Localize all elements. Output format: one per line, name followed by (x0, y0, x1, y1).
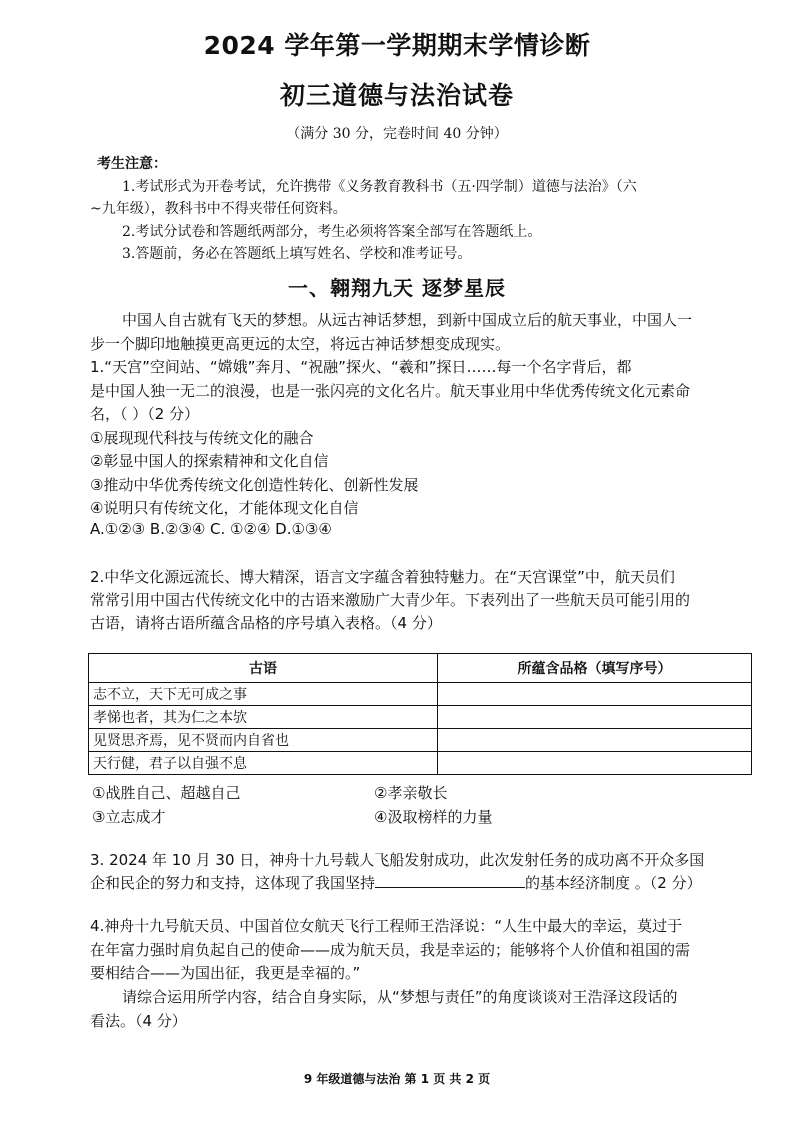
table-header-quote: 古语 (89, 654, 438, 683)
quote-table (88, 653, 752, 775)
q3-line-2-end: 的基本经济制度 。（2 分） (525, 874, 702, 892)
q3-line-1: 3. 2024 年 10 月 30 日，神舟十九号载人飞船发射成功，此次发射任务的成功离不开众多国 (90, 851, 705, 869)
q4-line-3: 要相结合——为国出征，我更是幸福的。” (90, 964, 361, 982)
q2-line-3: 古语，请将古语所蕴含品格的序号填入表格。（4 分） (90, 614, 442, 632)
q4-line-1: 4.神舟十九号航天员、中国首位女航天飞行工程师王浩泽说：“人生中最大的幸运，莫过于 (90, 917, 683, 935)
section-intro-2: 步一个脚印地触摸更高更远的太空，将远古神话梦想变成现实。 (90, 335, 511, 353)
q1-option-2: ②彰显中国人的探索精神和文化自信 (90, 452, 329, 470)
q3-line-2 (90, 872, 702, 893)
notice-line-3: 3.答题前，务必在答题纸上填写姓名、学校和准考证号。 (122, 246, 472, 262)
q3-line-2-start: 企和民企的努力和支持，这体现了我国坚持 (90, 874, 376, 892)
q2-option-1: ①战胜自己、超越自己 (92, 784, 241, 802)
notice-line-1a: 1.考试形式为开卷考试，允许携带《义务教育教科书（五·四学制）道德与法治》（六 (122, 179, 637, 195)
table-row (89, 729, 752, 752)
table-cell-quote: 志不立，天下无可成之事 (89, 683, 438, 706)
q4-line-4: 请综合运用所学内容，结合自身实际，从“梦想与责任”的角度谈谈对王浩泽这段话的 (122, 988, 678, 1006)
table-cell-answer (438, 729, 752, 752)
q2-option-3: ③立志成才 (92, 808, 166, 826)
q1-line-3: 名，（ ）（2 分） (90, 405, 200, 423)
q2-line-1: 2.中华文化源远流长、博大精深，语言文字蕴含着独特魅力。在“天宫课堂”中，航天员们 (90, 568, 675, 586)
table-cell-answer (438, 752, 752, 775)
exam-name: 初三道德与法治试卷 (279, 81, 514, 110)
exam-title: 2024 学年第一学期期末学情诊断 (203, 31, 591, 60)
table-cell-answer (438, 706, 752, 729)
q1-option-1: ①展现现代科技与传统文化的融合 (90, 429, 314, 447)
table-cell-quote: 孝悌也者，其为仁之本欤 (89, 706, 438, 729)
section-title: 一、翱翔九天 逐梦星辰 (288, 276, 506, 300)
q1-line-1: 1.“天宫”空间站、“嫦娥”奔月、“祝融”探火、“羲和”探日……每一个名字背后，都 (90, 358, 632, 376)
q4-line-2: 在年富力强时肩负起自己的使命——成为航天员，我是幸运的；能够将个人价值和祖国的需 (90, 941, 691, 959)
notice-line-1b: ~九年级），教科书中不得夹带任何资料。 (90, 201, 347, 217)
table-row (89, 683, 752, 706)
exam-subtitle: （满分 30 分，完卷时间 40 分钟） (286, 126, 508, 142)
q4-line-5: 看法。（4 分） (90, 1012, 187, 1030)
table-row (89, 706, 752, 729)
notice-line-2: 2.考试分试卷和答题纸两部分，考生必须将答案全部写在答题纸上。 (122, 224, 542, 240)
section-intro-1: 中国人自古就有飞天的梦想。从远古神话梦想，到新中国成立后的航天事业，中国人一 (122, 311, 693, 329)
table-cell-quote: 见贤思齐焉，见不贤而内自省也 (89, 729, 438, 752)
q3-answer-blank[interactable] (375, 873, 525, 888)
q2-option-4: ④汲取榜样的力量 (374, 808, 493, 826)
table-header-quality: 所蕴含品格（填写序号） (438, 654, 752, 683)
q1-option-3: ③推动中华优秀传统文化创造性转化、创新性发展 (90, 476, 419, 494)
table-cell-quote: 天行健，君子以自强不息 (89, 752, 438, 775)
notice-heading: 考生注意： (97, 156, 167, 172)
q1-line-2: 是中国人独一无二的浪漫，也是一张闪亮的文化名片。航天事业用中华优秀传统文化元素命 (90, 382, 691, 400)
q2-line-2: 常常引用中国古代传统文化中的古语来激励广大青少年。下表列出了一些航天员可能引用的 (90, 591, 691, 609)
q1-choices: A.①②③ B.②③④ C. ①②④ D.①③④ (90, 520, 332, 538)
q2-option-2: ②孝亲敬长 (374, 784, 448, 802)
table-header-row (89, 654, 752, 683)
q1-option-4: ④说明只有传统文化，才能体现文化自信 (90, 499, 359, 517)
page-footer: 9 年级道德与法治 第 1 页 共 2 页 (303, 1072, 491, 1086)
table-cell-answer (438, 683, 752, 706)
table-row (89, 752, 752, 775)
